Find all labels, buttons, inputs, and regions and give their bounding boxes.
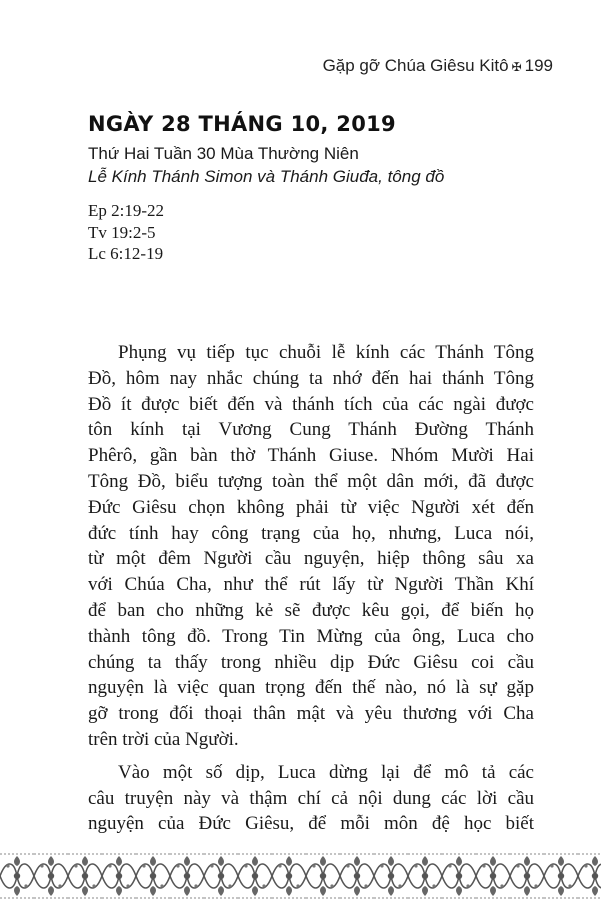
readings-list [88, 200, 164, 265]
text-line: tôn kính tại Vương Cung Thánh Đường Thánh [88, 419, 534, 441]
running-header [323, 56, 553, 76]
text-line: để ban cho những kẻ sẽ được kêu gọi, để biến họ [88, 599, 534, 621]
body-text [88, 340, 534, 837]
text-line: nguyện của Đức Giêsu, để mỗi môn đệ học biết [88, 813, 534, 835]
text-line: câu truyện này và thậm chí cả nội dung các lời cầu [88, 787, 534, 809]
text-line: Đồ, hôm nay nhắc chúng ta nhớ đến hai thánh Tông [88, 367, 534, 389]
text-line: với Chúa Cha, như thể rút lấy từ Người Thần Khí [88, 574, 534, 596]
floral-border-ornament [0, 850, 601, 902]
paragraph [88, 340, 534, 753]
text-line: gỡ trong đối thoại thân mật và yêu thương với Cha [88, 703, 534, 725]
text-line: Đồ ít được biết đến và thánh tích của các ngài được [88, 393, 534, 415]
text-line: trên trời của Người. [88, 728, 239, 750]
text-line: từ một đêm Người cầu nguyện, hiệp thông sâu xa [88, 548, 534, 570]
entry-title: NGÀY 28 THÁNG 10, 2019 [88, 112, 396, 136]
running-title: Gặp gỡ Chúa Giêsu Kitô [322, 56, 509, 75]
reading-item: Lc 6:12-19 [88, 244, 164, 263]
feast-name: Lễ Kính Thánh Simon và Thánh Giuđa, tông đồ [88, 167, 445, 186]
liturgical-day: Thứ Hai Tuần 30 Mùa Thường Niên [88, 144, 359, 163]
paragraph [88, 760, 534, 837]
entry-subtitle [88, 142, 444, 188]
text-line: đức tính hay công trạng của họ, nhưng, Luca nói, [88, 522, 534, 544]
text-line: Phêrô, gần bàn thờ Thánh Giuse. Nhóm Mười Hai [88, 445, 534, 467]
text-line: Đức Giêsu chọn không phải từ việc Người xét đến [88, 496, 534, 518]
text-line: Tông Đồ, biểu tượng toàn thể một dân mới, đã được [88, 470, 534, 492]
text-line: Vào một số dịp, Luca dừng lại để mô tả các [118, 761, 534, 783]
cross-icon: ✠ [511, 60, 522, 74]
reading-item: Ep 2:19-22 [88, 201, 165, 220]
text-line: nguyện là việc quan trọng đến thế nào, nó là sự gặp [88, 677, 534, 699]
text-line: thành tông đồ. Trong Tin Mừng của ông, Luca cho [88, 625, 534, 647]
reading-item: Tv 19:2-5 [88, 222, 156, 242]
text-line: Phụng vụ tiếp tục chuỗi lễ kính các Thánh Tông [118, 342, 534, 363]
page-number: 199 [524, 56, 553, 75]
text-line: chúng ta thấy trong nhiều dịp Đức Giêsu coi cầu [88, 651, 534, 673]
